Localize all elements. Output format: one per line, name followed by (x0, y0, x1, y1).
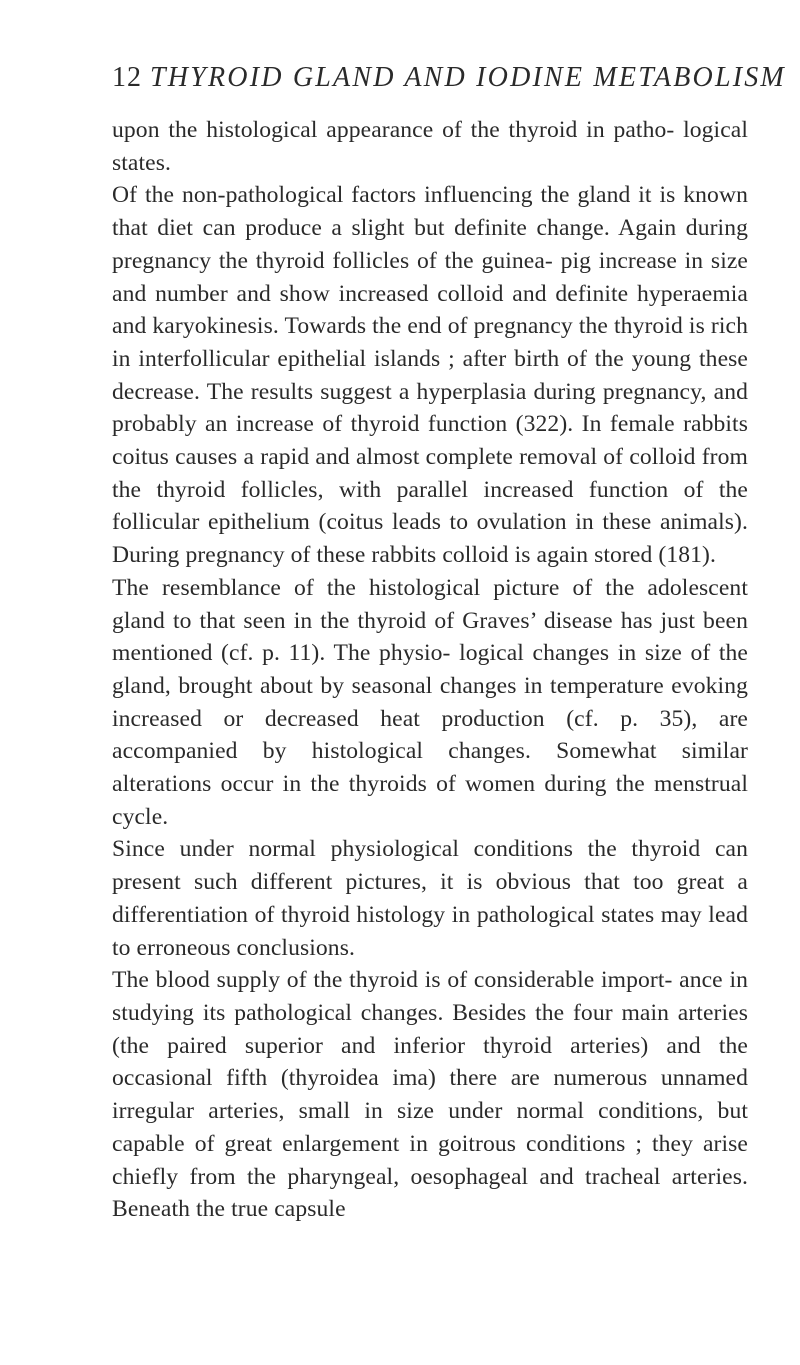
body-text (112, 114, 748, 1226)
page-number: 12 (112, 62, 142, 93)
running-head (112, 62, 786, 102)
running-title: THYROID GLAND AND IODINE METABOLISM (150, 62, 786, 93)
paragraph-normal-conditions: Since under normal physiological conditions the thyroid can present such different pictures, it is obvious that too great a differentiation of thyroid histology in pathological states may lead to erroneous conclusions. (112, 836, 748, 961)
paragraph-adolescent-gland: The resemblance of the histological picture of the adolescent gland to that seen in the thyroid of Graves’ disease has just been mentioned (cf. p. 11). The physio- logical changes in size of the gland, brought about by seasonal changes in temperature evoking increased or decreased heat production (cf. p. 35), are accompanied by histological changes. Somewhat similar alterations occur in the thyroids of women during the menstrual cycle. (112, 574, 748, 830)
paragraph-non-pathological-factors: Of the non-pathological factors influencing the gland it is known that diet can produce a slight but definite change. Again during pregnancy the thyroid follicles of the guinea- pig increase in size and number and show increased colloid and definite hyperaemia and karyokinesis. Towards the end of pregnancy the thyroid is rich in interfollicular epithelial islands ; after birth of the young these decrease. The results suggest a hyperplasia during pregnancy, and probably an increase of thyroid function (322). In female rabbits coitus causes a rapid and almost complete removal of colloid from the thyroid follicles, with parallel increased function of the follicular epithelium (coitus leads to ovulation in these animals). During pregnancy of these rabbits colloid is again stored (181). (112, 182, 748, 569)
paragraph-blood-supply: The blood supply of the thyroid is of considerable import- ance in studying its pathological changes. Besides the four main arteries (the paired superior and inferior thyroid arteries) and the occasional fifth (thyroidea ima) there are numerous unnamed irregular arteries, small in size under normal conditions, but capable of great enlargement in goitrous conditions ; they arise chiefly from the pharyngeal, oesophageal and tracheal arteries. Beneath the true capsule (112, 967, 748, 1223)
paragraph-continuation: upon the histological appearance of the thyroid in patho- logical states. (112, 117, 748, 176)
